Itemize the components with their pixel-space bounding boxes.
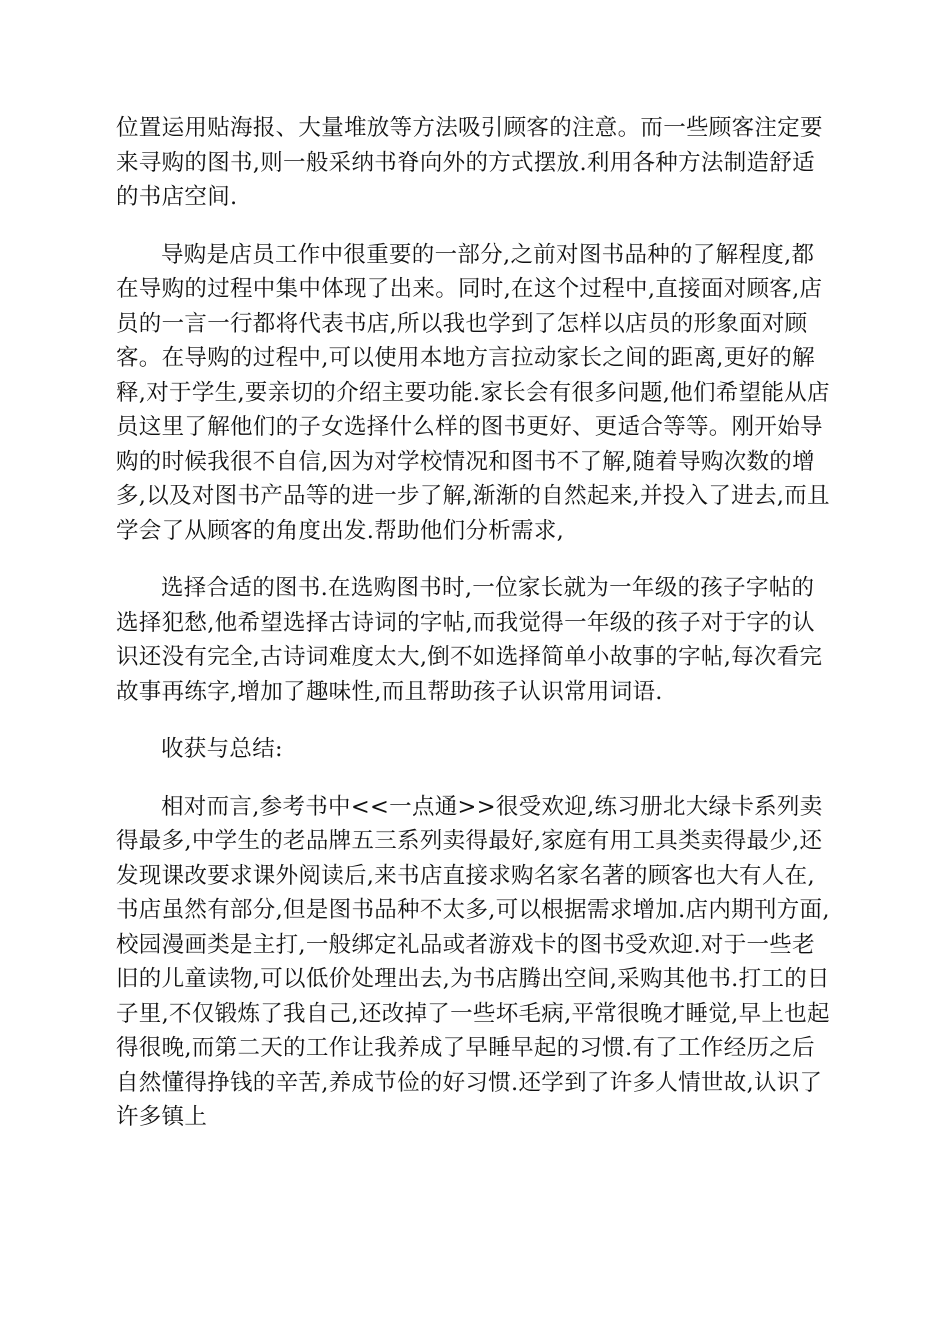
document-body: [116, 111, 836, 1158]
paragraph-summary: 相对而言,参考书中<<一点通>>很受欢迎,练习册北大绿卡系列卖得最多,中学生的老品牌五三系列卖得最好,家庭有用工具类卖得最少,还发现课改要求课外阅读后,来书店直接求购名家名著的顾客也大有人在,书店虽然有部分,但是图书品种不太多,可以根据需求增加.店内期刊方面,校园漫画类是主打,一般绑定礼品或者游戏卡的图书受欢迎.对于一些老旧的儿童读物,可以低价处理出去,为书店腾出空间,采购其他书.打工的日子里,不仅锻炼了我自己,还改掉了一些坏毛病,平常很晚才睡觉,早上也起得很晚,而第二天的工作让我养成了早睡早起的习惯.有了工作经历之后自然懂得挣钱的辛苦,养成节俭的好习惯.还学到了许多人情世故,认识了许多镇上: [116, 793, 830, 1130]
paragraph-shopping-guide: 导购是店员工作中很重要的一部分,之前对图书品种的了解程度,都在导购的过程中集中体现了出来。同时,在这个过程中,直接面对顾客,店员的一言一行都将代表书店,所以我也学到了怎样以店员的形象面对顾客。在导购的过程中,可以使用本地方言拉动家长之间的距离,更好的解释,对于学生,要亲切的介绍主要功能.家长会有很多问题,他们希望能从店员这里了解他们的子女选择什么样的图书更好、更适合等等。刚开始导购的时候我很不自信,因为对学校情况和图书不了解,随着导购次数的增多,以及对图书产品等的进一步了解,渐渐的自然起来,并投入了进去,而且学会了从顾客的角度出发.帮助他们分析需求,: [116, 241, 830, 544]
paragraph-continuation: 位置运用贴海报、大量堆放等方法吸引顾客的注意。而一些顾客注定要来寻购的图书,则一般采纳书脊向外的方式摆放.利用各种方法制造舒适的书店空间.: [116, 115, 823, 210]
paragraph-choose-books: 选择合适的图书.在选购图书时,一位家长就为一年级的孩子字帖的选择犯愁,他希望选择古诗词的字帖,而我觉得一年级的孩子对于字的认识还没有完全,古诗词难度太大,倒不如选择简单小故事的字帖,每次看完故事再练字,增加了趣味性,而且帮助孩子认识常用词语.: [116, 575, 823, 705]
section-heading-summary: 收获与总结:: [161, 736, 283, 762]
